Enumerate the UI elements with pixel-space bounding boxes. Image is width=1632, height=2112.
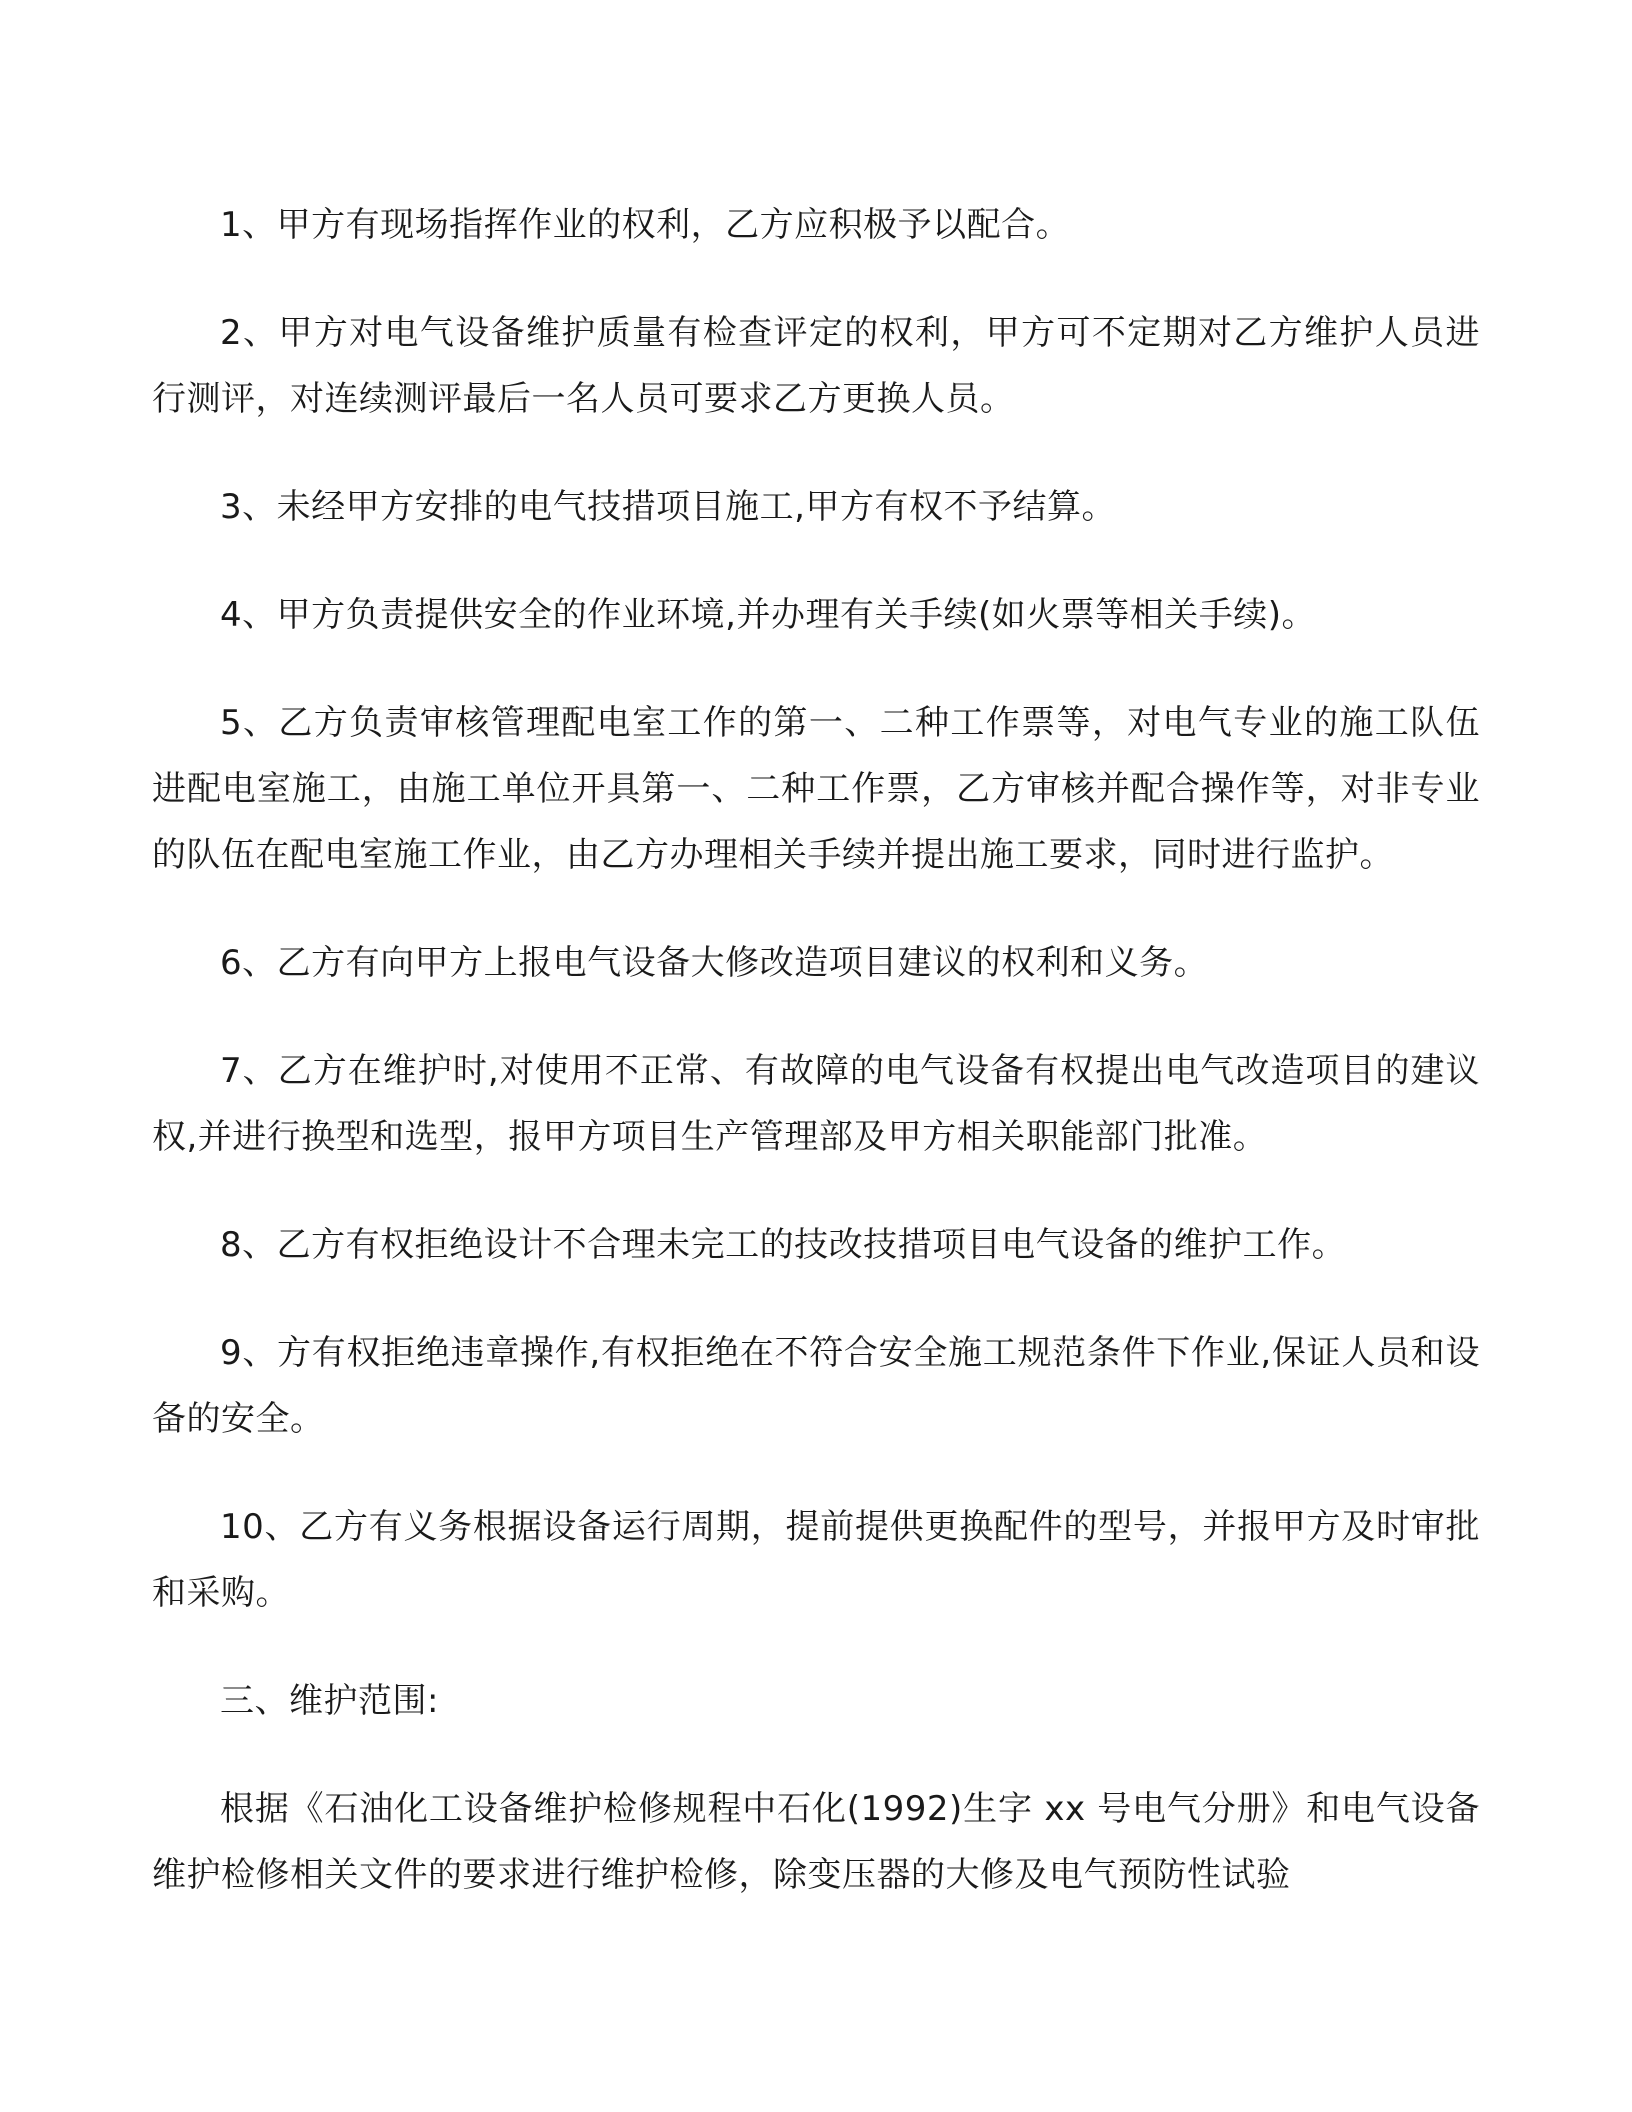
clause-7: 7、乙方在维护时,对使用不正常、有故障的电气设备有权提出电气改造项目的建议权,并进行换型和选型，报甲方项目生产管理部及甲方相关职能部门批准。 — [152, 1051, 1480, 1157]
clause-1: 1、甲方有现场指挥作业的权利，乙方应积极予以配合。 — [220, 205, 1071, 245]
document-body — [152, 192, 1480, 1950]
clause-4: 4、甲方负责提供安全的作业环境,并办理有关手续(如火票等相关手续)。 — [220, 595, 1316, 635]
clause-8: 8、乙方有权拒绝设计不合理未完工的技改技措项目电气设备的维护工作。 — [220, 1225, 1347, 1265]
clause-6: 6、乙方有向甲方上报电气设备大修改造项目建议的权利和义务。 — [220, 943, 1209, 983]
clause-5: 5、乙方负责审核管理配电室工作的第一、二种工作票等，对电气专业的施工队伍进配电室施工，由施工单位开具第一、二种工作票，乙方审核并配合操作等，对非专业的队伍在配电室施工作业，由乙方办理相关手续并提出施工要求，同时进行监护。 — [152, 703, 1480, 875]
clause-3: 3、未经甲方安排的电气技措项目施工,甲方有权不予结算。 — [220, 487, 1116, 527]
clause-9: 9、方有权拒绝违章操作,有权拒绝在不符合安全施工规范条件下作业,保证人员和设备的安全。 — [152, 1333, 1480, 1439]
clause-10: 10、乙方有义务根据设备运行周期，提前提供更换配件的型号，并报甲方及时审批和采购。 — [152, 1507, 1480, 1613]
section-heading: 三、维护范围: — [220, 1681, 439, 1721]
scope-paragraph: 根据《石油化工设备维护检修规程中石化(1992)生字 xx 号电气分册》和电气设备维护检修相关文件的要求进行维护检修，除变压器的大修及电气预防性试验 — [152, 1789, 1480, 1895]
clause-2: 2、甲方对电气设备维护质量有检查评定的权利，甲方可不定期对乙方维护人员进行测评，对连续测评最后一名人员可要求乙方更换人员。 — [152, 313, 1480, 419]
